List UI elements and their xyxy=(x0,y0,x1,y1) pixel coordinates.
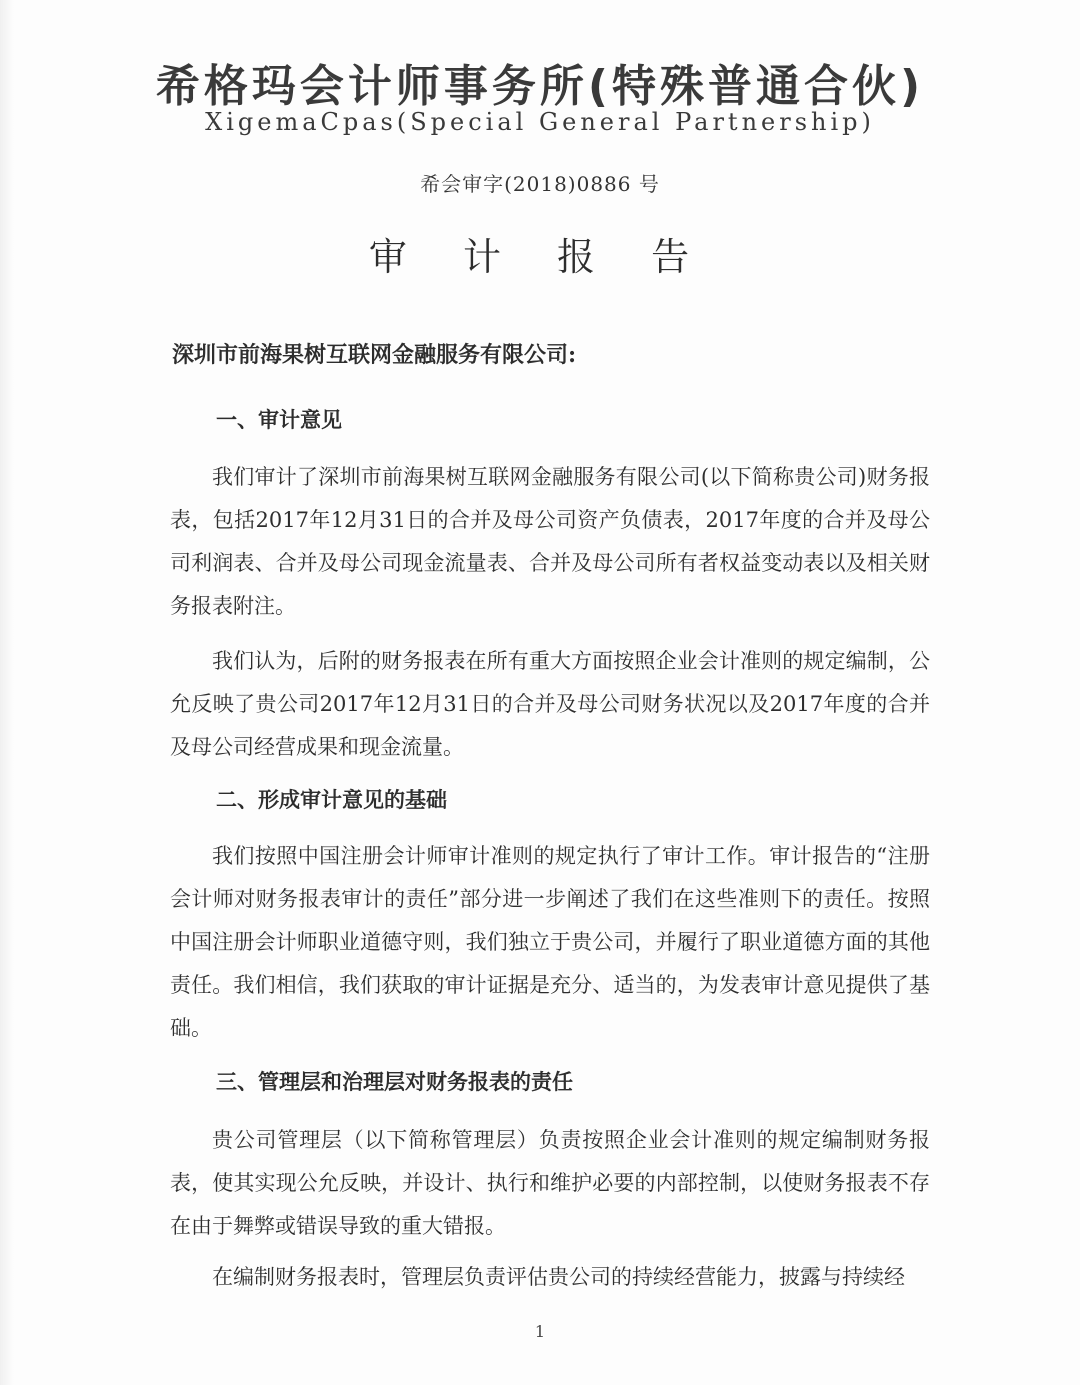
paragraph-opinion: 我们认为，后附的财务报表在所有重大方面按照企业会计准则的规定编制，公允反映了贵公司2017年12月31日的合并及母公司财务状况以及2017年度的合并及母公司经营成果和现金流量。 xyxy=(170,649,930,759)
paragraph-basis: 我们按照中国注册会计师审计准则的规定执行了审计工作。审计报告的“注册会计师对财务报表审计的责任”部分进一步阐述了我们在这些准则下的责任。按照中国注册会计师职业道德守则，我们独立于贵公司，并履行了职业道德方面的其他责任。我们相信，我们获取的审计证据是充分、适当的，为发表审计意见提供了基础。 xyxy=(170,844,930,1040)
paragraph-management-responsibility: 贵公司管理层（以下简称管理层）负责按照企业会计准则的规定编制财务报表，使其实现公允反映，并设计、执行和维护必要的内部控制，以使财务报表不存在由于舞弊或错误导致的重大错报。 xyxy=(170,1128,930,1238)
scan-shadow xyxy=(0,0,14,1385)
page-number: 1 xyxy=(534,1322,546,1341)
document-number: 希会审字(2018)0886 号 xyxy=(420,172,660,196)
paragraph-going-concern: 在编制财务报表时，管理层负责评估贵公司的持续经营能力，披露与持续经 xyxy=(212,1265,905,1289)
section-heading-basis: 二、形成审计意见的基础 xyxy=(216,787,447,812)
paragraph-audit-scope: 我们审计了深圳市前海果树互联网金融服务有限公司(以下简称贵公司)财务报表，包括2017年12月31日的合并及母公司资产负债表，2017年度的合并及母公司利润表、合并及母公司现金流量表、合并及母公司所有者权益变动表以及相关财务报表附注。 xyxy=(170,465,930,618)
report-title: 审 计 报 告 xyxy=(368,235,712,279)
addressee: 深圳市前海果树互联网金融服务有限公司: xyxy=(172,342,577,368)
section-heading-management-responsibility: 三、管理层和治理层对财务报表的责任 xyxy=(216,1069,573,1094)
firm-name-chinese: 希格玛会计师事务所(特殊普通合伙) xyxy=(155,61,925,112)
section-heading-audit-opinion: 一、审计意见 xyxy=(216,407,342,432)
firm-name-english: XigemaCpas(Special General Partnership) xyxy=(205,108,875,136)
